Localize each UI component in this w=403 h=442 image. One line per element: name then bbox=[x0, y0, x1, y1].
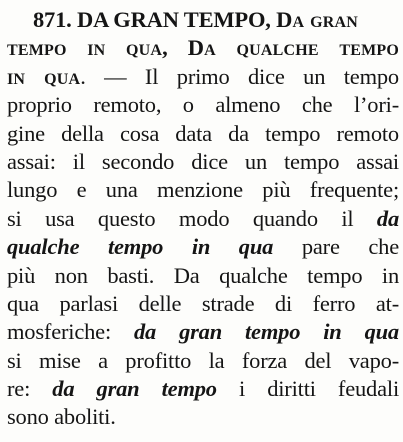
entry-line bbox=[7, 120, 399, 148]
entry-line bbox=[7, 34, 399, 62]
entry-text: si usa questo modo quando il bbox=[7, 205, 377, 231]
entry-text: sono aboliti. bbox=[7, 404, 116, 430]
entry-line bbox=[7, 347, 399, 375]
entry-text: si mise a profitto la forza del vapo- bbox=[7, 347, 399, 373]
entry-line bbox=[7, 318, 399, 346]
entry-line bbox=[7, 205, 399, 233]
entry-text: mosferiche: bbox=[7, 319, 134, 345]
entry-example: da bbox=[376, 205, 399, 231]
entry-example: da gran tempo in qua bbox=[133, 319, 399, 345]
entry-line bbox=[7, 91, 399, 119]
entry-text: pare che bbox=[273, 234, 399, 260]
entry-line bbox=[7, 63, 399, 91]
entry-text: , bbox=[162, 35, 188, 61]
entry-example: qualche tempo in qua bbox=[7, 234, 274, 260]
entry-variant: Da qualche tempo bbox=[187, 35, 399, 61]
entry-line bbox=[7, 375, 399, 403]
entry-variant: tempo in qua bbox=[7, 35, 163, 61]
dictionary-entry bbox=[7, 6, 399, 432]
entry-text: proprio remoto, o almeno che l’ori- bbox=[7, 92, 399, 118]
entry-line bbox=[7, 403, 399, 431]
entry-variant: Da gran bbox=[276, 7, 359, 32]
entry-line bbox=[7, 290, 399, 318]
entry-text: re: bbox=[7, 376, 53, 402]
entry-text: i diritti feudali bbox=[216, 376, 400, 402]
entry-headword: DA GRAN TEMPO, bbox=[77, 7, 277, 32]
entry-text: . — Il primo dice un tempo bbox=[80, 63, 399, 89]
entry-line bbox=[7, 6, 399, 34]
entry-variant: in qua bbox=[7, 63, 81, 89]
entry-line bbox=[7, 233, 399, 261]
entry-line bbox=[7, 148, 399, 176]
entry-text: qua parlasi delle strade di ferro at- bbox=[7, 290, 399, 316]
entry-line bbox=[7, 262, 399, 290]
entry-example: da gran tempo bbox=[52, 376, 217, 402]
entry-text: gine della cosa data da tempo remoto bbox=[7, 120, 399, 146]
entry-text: assai: il secondo dice un tempo assai bbox=[7, 148, 399, 174]
entry-line bbox=[7, 176, 399, 204]
entry-number: 871. bbox=[33, 7, 78, 32]
entry-text: più non basti. Da qualche tempo in bbox=[7, 262, 399, 288]
entry-text: lungo e una menzione più frequente; bbox=[7, 177, 399, 203]
